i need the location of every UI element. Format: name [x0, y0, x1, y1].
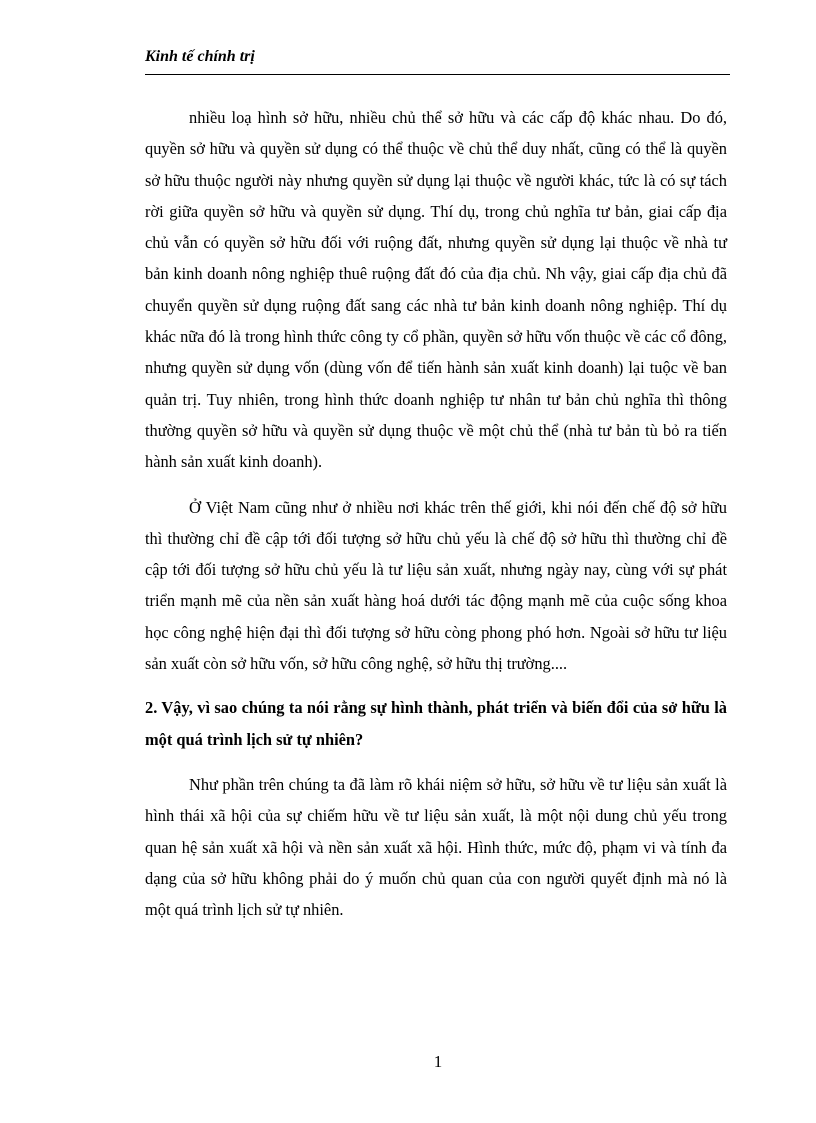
- running-header-title: Kinh tế chính trị: [145, 48, 255, 65]
- body-paragraph-1: nhiều loạ hình sở hữu, nhiều chủ thể sở hữu và các cấp độ khác nhau. Do đó, quyền sở hữu và quyền sử dụng có thể thuộc về chủ thể duy nhất, cũng có thể là quyền sở hữu thuộc người này nhưng quyền sử dụng lại thuộc về người khác, tức là có sự tách rời giữa quyền sở hữu và quyền sử dụng. Thí dụ, trong chủ nghĩa tư bản, giai cấp địa chủ vẫn có quyền sở hữu đối với ruộng đất, nhưng quyền sử dụng lại thuộc về nhà tư bản kinh doanh nông nghiệp thuê ruộng đất đó của địa chủ. Nh vậy, giai cấp địa chủ đã chuyển quyền sử dụng ruộng đất sang các nhà tư bản kinh doanh nông nghiệp. Thí dụ khác nữa đó là trong hình thức công ty cổ phần, quyền sở hữu vốn thuộc về các cổ đông, nhưng quyền sử dụng vốn (dùng vốn để tiến hành sản xuất kinh doanh) lại tuộc về ban quản trị. Tuy nhiên, trong hình thức doanh nghiệp tư nhân tư bản chủ nghĩa thì thông thường quyền sở hữu và quyền sử dụng thuộc về một chủ thể (nhà tư bản tù bỏ ra tiến hành sản xuất kinh doanh).: [145, 108, 727, 472]
- section-heading: 2. Vậy, vì sao chúng ta nói rằng sự hình thành, phát triển và biến đổi của sở hữu là một quá trình lịch sử tự nhiên?: [145, 698, 727, 749]
- body-paragraph-2: Ở Việt Nam cũng như ở nhiều nơi khác trên thế giới, khi nói đến chế độ sở hữu thì thường chỉ đề cập tới đối tượng sở hữu chủ yếu là chế độ sở hữu thì thường chỉ đề cập tới đối tượng sở hữu chủ yếu là tư liệu sản xuất, nhưng ngày nay, cùng với sự phát triển mạnh mẽ của nền sản xuất hàng hoá dưới tác động mạnh mẽ của cuộc sống khoa học công nghệ hiện đại thì đối tượng sở hữu còng phong phó hơn. Ngoài sở hữu tư liệu sản xuất còn sở hữu vốn, sở hữu công nghệ, sở hữu thị trường....: [145, 497, 727, 674]
- header-rule: [145, 74, 730, 75]
- page-number: 1: [433, 1052, 443, 1071]
- body-paragraph-3: Như phần trên chúng ta đã làm rõ khái niệm sở hữu, sở hữu về tư liệu sản xuất là hình thái xã hội của sự chiếm hữu về tư liệu sản xuất, là một nội dung chủ yếu trong quan hệ sản xuất xã hội và nền sản xuất xã hội. Hình thức, mức độ, phạm vi và tính đa dạng của sở hữu không phải do ý muốn chủ quan của con người quyết định mà nó là một quá trình lịch sử tự nhiên.: [145, 774, 727, 920]
- document-body: [145, 102, 727, 925]
